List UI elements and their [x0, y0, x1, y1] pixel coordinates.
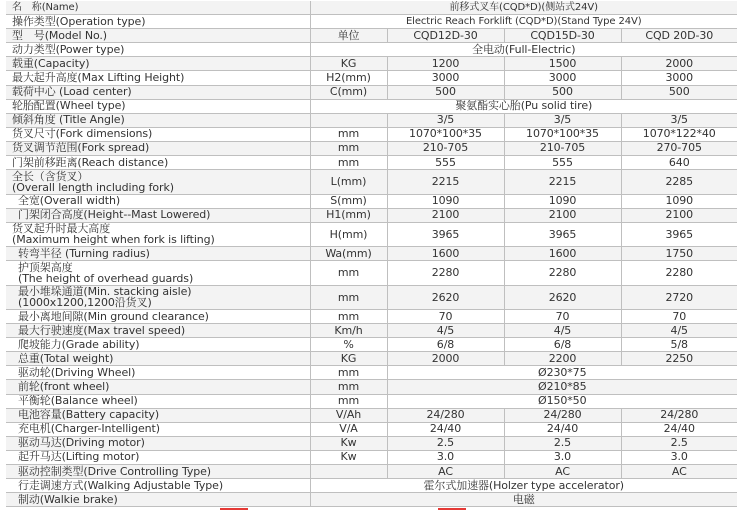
row-label-text: 起升马达(Lifting motor): [18, 450, 140, 464]
row-label-text: 护顶架高度: [18, 260, 73, 274]
table-row: [6, 479, 737, 493]
row-unit: 单位: [310, 29, 387, 43]
row-label: [6, 408, 310, 422]
row-label-text: 充电机(Charger-Intelligent): [18, 422, 160, 436]
row-label-text: 轮胎配置(Wheel type): [12, 99, 126, 113]
row-value-3: 1070*122*40: [621, 127, 737, 141]
row-value-1: 3965: [387, 222, 504, 246]
row-value-3: 500: [621, 85, 737, 99]
table-row: [6, 493, 737, 507]
row-label-text: 平衡轮(Balance wheel): [18, 394, 138, 408]
table-row: [6, 15, 737, 29]
row-merged-value: Ø210*85: [387, 380, 737, 394]
row-value-3: 24/40: [621, 422, 737, 436]
row-value-2: 24/40: [504, 422, 621, 436]
row-unit: KG: [310, 57, 387, 71]
row-value-3: 3.0: [621, 450, 737, 464]
row-label: [6, 127, 310, 141]
table-row: [6, 436, 737, 450]
table-row: [6, 309, 737, 323]
row-label-text: 货叉调节范围(Fork spread): [12, 141, 150, 155]
row-value-1: 555: [387, 156, 504, 170]
row-label-text: 载荷中心 (Load center): [12, 85, 132, 99]
row-label-text: 制动(Walkie brake): [18, 492, 118, 506]
table-row: [6, 380, 737, 394]
row-value-2: 3/5: [504, 113, 621, 127]
row-merged-value: Electric Reach Forklift (CQD*D)(Stand Type 24V): [310, 15, 737, 29]
row-unit: mm: [310, 285, 387, 309]
row-label: [6, 422, 310, 436]
row-value-1: 2620: [387, 285, 504, 309]
row-value-1: 2000: [387, 352, 504, 366]
row-label-text: 最小堆垛通道(Min. stacking aisle): [18, 285, 192, 299]
table-row: [6, 394, 737, 408]
table-row: [6, 99, 737, 113]
row-label: [6, 352, 310, 366]
row-label-text: 驱动马达(Driving motor): [18, 436, 145, 450]
row-value-1: 210-705: [387, 141, 504, 155]
row-label: [6, 366, 310, 380]
row-label: [6, 57, 310, 71]
row-unit: %: [310, 338, 387, 352]
row-value-2: 1600: [504, 247, 621, 261]
row-value-2: 1500: [504, 57, 621, 71]
row-value-1: 3/5: [387, 113, 504, 127]
row-value-1: 1070*100*35: [387, 127, 504, 141]
table-row: [6, 247, 737, 261]
row-label: [6, 465, 310, 479]
row-value-3: 2285: [621, 170, 737, 194]
row-label-text: 全长（含货叉）: [12, 169, 89, 183]
row-value-3: 2250: [621, 352, 737, 366]
row-value-2: 210-705: [504, 141, 621, 155]
row-unit: Kw: [310, 450, 387, 464]
row-label: [6, 247, 310, 261]
row-label-text: 驱动控制类型(Drive Controlling Type): [18, 464, 211, 478]
row-unit: C(mm): [310, 85, 387, 99]
table-row: [6, 450, 737, 464]
row-value-1: AC: [387, 465, 504, 479]
spec-table: [6, 1, 737, 507]
row-label: [6, 99, 310, 113]
row-value-3: 2720: [621, 285, 737, 309]
row-label: [6, 71, 310, 85]
row-value-1: 3.0: [387, 450, 504, 464]
row-label-text: 最小离地间隙(Min ground clearance): [18, 309, 209, 323]
row-value-3: 3/5: [621, 113, 737, 127]
row-label: [6, 29, 310, 43]
row-value-2: 3.0: [504, 450, 621, 464]
row-label: [6, 493, 310, 507]
row-value-3: 2280: [621, 261, 737, 285]
row-label: [6, 261, 310, 285]
row-value-2: 1090: [504, 194, 621, 208]
row-label-subtext: (1000x1200,1200沿货叉): [18, 296, 152, 310]
row-label: [6, 324, 310, 338]
row-unit: Kw: [310, 436, 387, 450]
row-value-2: 70: [504, 309, 621, 323]
row-value-2: 24/280: [504, 408, 621, 422]
row-label-text: 货叉起升时最大高度: [12, 222, 111, 236]
row-label-text: 驱动轮(Driving Wheel): [18, 365, 136, 379]
row-merged-value: 霍尔式加速器(Holzer type accelerator): [310, 479, 737, 493]
row-value-3: 270-705: [621, 141, 737, 155]
row-unit: V/A: [310, 422, 387, 436]
row-value-1: 1200: [387, 57, 504, 71]
row-unit: [310, 113, 387, 127]
row-label: [6, 309, 310, 323]
row-value-3: 70: [621, 309, 737, 323]
row-label-text: 门架闭合高度(Height--Mast Lowered): [18, 208, 211, 222]
row-value-2: 2620: [504, 285, 621, 309]
table-row: [6, 261, 737, 285]
table-row: [6, 465, 737, 479]
table-row: [6, 285, 737, 309]
row-label-text: 名 称(Name): [12, 1, 79, 13]
row-unit: H1(mm): [310, 208, 387, 222]
row-label-text: 总重(Total weight): [18, 351, 114, 365]
table-row: [6, 194, 737, 208]
row-merged-value: 聚氨酯实心胎(Pu solid tire): [310, 99, 737, 113]
table-row: [6, 57, 737, 71]
row-value-1: 6/8: [387, 338, 504, 352]
row-value-3: 2000: [621, 57, 737, 71]
row-value-2: AC: [504, 465, 621, 479]
row-unit: mm: [310, 261, 387, 285]
row-label: [6, 338, 310, 352]
row-unit: L(mm): [310, 170, 387, 194]
row-label-text: 全宽(Overall width): [18, 194, 121, 208]
table-row: [6, 1, 737, 15]
row-label-text: 电池容量(Battery capacity): [18, 408, 160, 422]
row-unit: mm: [310, 127, 387, 141]
table-row: [6, 366, 737, 380]
row-value-1: 1600: [387, 247, 504, 261]
row-merged-value: 全电动(Full-Electric): [310, 43, 737, 57]
row-label: [6, 208, 310, 222]
row-value-2: 6/8: [504, 338, 621, 352]
row-label: [6, 479, 310, 493]
row-value-1: CQD12D-30: [387, 29, 504, 43]
row-value-2: 3965: [504, 222, 621, 246]
row-merged-value: 电磁: [310, 493, 737, 507]
row-unit: mm: [310, 309, 387, 323]
row-unit: Km/h: [310, 324, 387, 338]
spec-table-body: [6, 1, 737, 507]
row-value-1: 1090: [387, 194, 504, 208]
row-value-2: 4/5: [504, 324, 621, 338]
row-label-text: 门架前移距离(Reach distance): [12, 155, 169, 169]
table-row: [6, 141, 737, 155]
table-row: [6, 170, 737, 194]
row-value-1: 70: [387, 309, 504, 323]
row-unit: KG: [310, 352, 387, 366]
row-value-1: 2100: [387, 208, 504, 222]
row-unit: V/Ah: [310, 408, 387, 422]
row-unit: mm: [310, 366, 387, 380]
row-value-3: 1750: [621, 247, 737, 261]
row-label-text: 最大行驶速度(Max travel speed): [18, 323, 186, 337]
row-unit: S(mm): [310, 194, 387, 208]
row-label: [6, 285, 310, 309]
row-label: [6, 194, 310, 208]
row-label: [6, 85, 310, 99]
table-row: [6, 208, 737, 222]
row-merged-value: Ø150*50: [387, 394, 737, 408]
row-value-3: 4/5: [621, 324, 737, 338]
row-label: [6, 450, 310, 464]
row-value-2: 2.5: [504, 436, 621, 450]
row-value-2: 3000: [504, 71, 621, 85]
row-value-3: 2100: [621, 208, 737, 222]
row-label: [6, 113, 310, 127]
row-label: [6, 156, 310, 170]
row-value-3: 3000: [621, 71, 737, 85]
table-row: [6, 324, 737, 338]
table-row: [6, 422, 737, 436]
row-label: [6, 43, 310, 57]
row-label-subtext: (Maximum height when fork is lifting): [12, 233, 215, 247]
row-label-subtext: (The height of overhead guards): [18, 271, 194, 285]
row-value-1: 2.5: [387, 436, 504, 450]
row-value-1: 500: [387, 85, 504, 99]
row-label: [6, 141, 310, 155]
row-value-3: 2.5: [621, 436, 737, 450]
row-label-text: 前轮(front wheel): [18, 379, 110, 393]
row-label-text: 货叉尺寸(Fork dimensions): [12, 127, 153, 141]
row-value-2: 2280: [504, 261, 621, 285]
row-label-subtext: (Overall length including fork): [12, 180, 174, 194]
row-label: [6, 1, 310, 15]
row-value-1: 2215: [387, 170, 504, 194]
table-row: [6, 222, 737, 246]
table-row: [6, 408, 737, 422]
row-value-2: 555: [504, 156, 621, 170]
table-row: [6, 43, 737, 57]
table-row: [6, 352, 737, 366]
table-row: [6, 127, 737, 141]
row-value-3: CQD 20D-30: [621, 29, 737, 43]
row-label: [6, 380, 310, 394]
row-value-1: 24/40: [387, 422, 504, 436]
row-value-2: 2215: [504, 170, 621, 194]
row-unit: H2(mm): [310, 71, 387, 85]
row-label-text: 动力类型(Power type): [12, 42, 125, 56]
row-value-2: 500: [504, 85, 621, 99]
table-row: [6, 71, 737, 85]
table-row: [6, 338, 737, 352]
row-label: [6, 15, 310, 29]
row-value-1: 24/280: [387, 408, 504, 422]
row-label-text: 最大起升高度(Max Lifting Height): [12, 71, 185, 85]
row-label: [6, 394, 310, 408]
row-value-2: CQD15D-30: [504, 29, 621, 43]
row-label-text: 行走调速方式(Walking Adjustable Type): [18, 478, 224, 492]
row-value-1: 2280: [387, 261, 504, 285]
row-value-2: 1070*100*35: [504, 127, 621, 141]
row-label-text: 爬坡能力(Grade ability): [18, 337, 140, 351]
row-value-3: 1090: [621, 194, 737, 208]
row-label-text: 转弯半径 (Turning radius): [18, 246, 150, 260]
table-row: [6, 113, 737, 127]
row-value-2: 2200: [504, 352, 621, 366]
row-label: [6, 170, 310, 194]
row-merged-value: Ø230*75: [387, 366, 737, 380]
row-value-1: 3000: [387, 71, 504, 85]
row-unit: Wa(mm): [310, 247, 387, 261]
row-unit: mm: [310, 156, 387, 170]
row-label-text: 型 号(Model No.): [12, 28, 107, 42]
row-value-3: 24/280: [621, 408, 737, 422]
table-row: [6, 156, 737, 170]
row-value-3: 5/8: [621, 338, 737, 352]
row-label: [6, 436, 310, 450]
row-unit: mm: [310, 394, 387, 408]
table-row: [6, 85, 737, 99]
row-value-3: AC: [621, 465, 737, 479]
row-value-1: 4/5: [387, 324, 504, 338]
row-label-text: 倾斜角度 (Title Angle): [12, 113, 125, 127]
row-merged-value: 前移式叉车(CQD*D)(侧站式24V): [310, 1, 737, 15]
row-unit: mm: [310, 141, 387, 155]
table-row: [6, 29, 737, 43]
row-value-3: 3965: [621, 222, 737, 246]
row-label-text: 操作类型(Operation type): [12, 14, 146, 28]
row-unit: mm: [310, 380, 387, 394]
row-value-2: 2100: [504, 208, 621, 222]
row-unit: H(mm): [310, 222, 387, 246]
row-value-3: 640: [621, 156, 737, 170]
row-label: [6, 222, 310, 246]
row-label-text: 载重(Capacity): [12, 56, 90, 70]
row-unit: [310, 465, 387, 479]
